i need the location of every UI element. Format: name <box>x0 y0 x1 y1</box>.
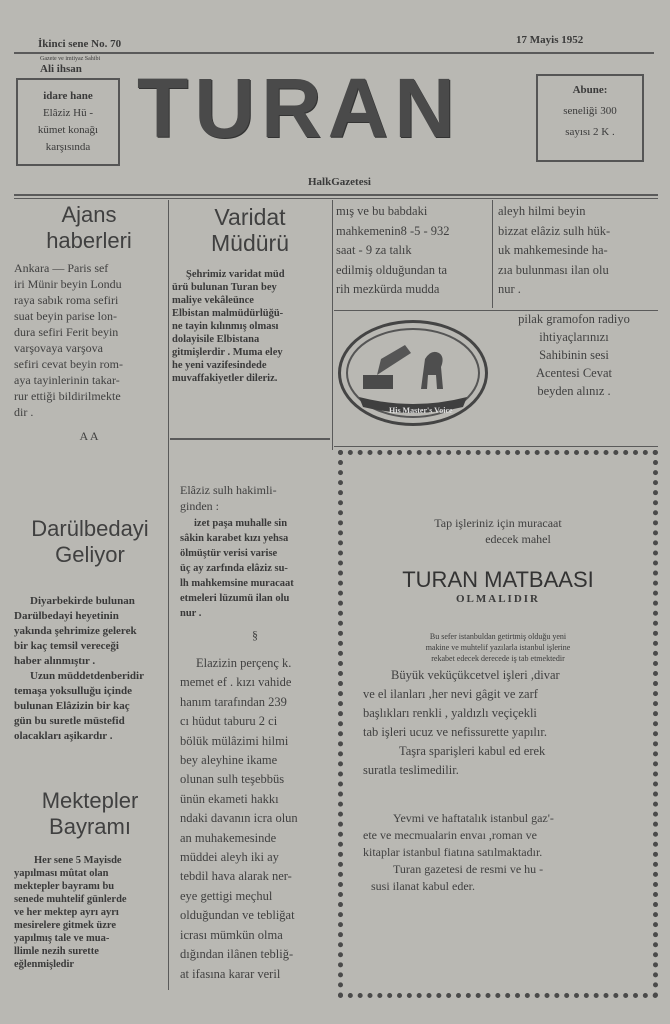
masthead-rule <box>14 194 658 196</box>
text-line: sefiri cevat beyin rom- <box>14 357 123 371</box>
ajans-title: haberleri <box>46 228 132 253</box>
text-line: nur . <box>180 608 202 619</box>
text-line: ürü bulunan Turan bey <box>172 282 277 293</box>
masthead-title: TURAN <box>137 61 461 155</box>
text-line: Diyarbekirde bulunan <box>30 595 135 607</box>
text-line: başlıkları renkli , yaldızlı veçiçekli <box>363 706 537 720</box>
sulh-body <box>180 516 330 621</box>
text-line: suat beyin parise lon- <box>14 309 117 323</box>
text-line: iri Münir beyin Londu <box>14 277 122 291</box>
text-line: dığından ilânen tebliğ- <box>180 947 294 962</box>
text-line: saat - 9 za talık <box>336 243 412 257</box>
text-line: uk mahkemesinde ha- <box>498 243 608 257</box>
his-masters-voice-logo <box>338 320 488 426</box>
text-line: Darülbedayi heyetinin <box>14 610 119 622</box>
text-line: lh mahkemsine muracaat <box>180 578 294 589</box>
text-line: icrası mümkün olma <box>180 927 283 942</box>
text-line: an muhakemesinde <box>180 830 277 845</box>
column-divider <box>332 200 333 450</box>
text-line: cı hüdut taburu 2 ci <box>180 714 278 729</box>
text-line: eğlenmişledir <box>14 959 75 970</box>
office-line: idare hane <box>43 90 93 102</box>
subscription-line: sayısı 2 K . <box>565 126 615 138</box>
text-line: llimle nezih surette <box>14 946 99 957</box>
text-line: ve el ilanları ,her nevi gâgit ve zarf <box>363 687 538 701</box>
text-line: varşovaya varşova <box>14 341 103 355</box>
mektepler-article <box>14 788 166 971</box>
text-line: mektepler bayramı bu <box>14 881 115 892</box>
text-line: Elbistan malmüdürlüğü- <box>172 308 284 319</box>
text-line: Elâziz sulh hakimli- <box>180 483 277 497</box>
ad-small-print <box>343 631 653 664</box>
text-line: tebdil hava alarak ner- <box>180 869 292 884</box>
text-line: yapılması mûtat olan <box>14 868 109 879</box>
ad-footer <box>343 810 653 895</box>
text-line: gitmişlerdir . Muma eley <box>172 347 283 358</box>
text-line: dir . <box>14 405 34 419</box>
text-line: muvaffakiyetler dileriz. <box>172 373 278 384</box>
text-line: Turan gazetesi de resmi ve hu - <box>393 862 544 876</box>
text-line: nur . <box>498 282 521 296</box>
text-line: sâkin karabet kızı yehsa <box>180 533 289 544</box>
text-line: Taşra sparişleri kabul ed erek <box>399 744 546 758</box>
text-line: mış ve bu babdaki <box>336 204 428 218</box>
logo-text: His Master's Voice <box>389 406 453 415</box>
column-divider <box>168 200 169 990</box>
text-line: Uzun müddetdenberidir <box>30 670 144 682</box>
text-line: müddei aleyh iki ay <box>180 850 279 865</box>
text-line: bulunan Elâzizin bir kaç <box>14 700 130 712</box>
varidat-body <box>172 268 328 385</box>
section-rule <box>170 438 330 440</box>
text-line: mahkemenin8 -5 - 932 <box>336 223 450 238</box>
office-line: karşısında <box>45 141 91 153</box>
text-line: he yeni vazifesindede <box>172 360 267 371</box>
newspaper-subtitle: HalkGazetesi <box>308 176 371 188</box>
text-line: zıa bulunması ilan olu <box>498 262 609 277</box>
text-line: üç ay zarfında elâziz su- <box>180 563 288 574</box>
mektepler-title: Mektepler <box>41 788 139 813</box>
text-line: ünün ekameti hakkı <box>180 791 279 806</box>
text-line: rekabet edecek derecede iş tab etmektedir <box>431 654 565 663</box>
section-mark: § <box>252 628 258 642</box>
darulbedayi-article <box>14 516 166 744</box>
masthead-rule-thin <box>14 198 658 199</box>
varidat-article <box>172 204 328 385</box>
mektepler-body <box>14 854 166 971</box>
text-line: maliye vekâleünce <box>172 295 254 306</box>
office-line: kümet konağı <box>37 124 99 136</box>
text-line: bir kaç temsil vereceği <box>14 640 119 652</box>
text-line: olacakları aşikardır . <box>14 730 113 742</box>
text-line: ne tayin kılınmış olması <box>172 321 279 332</box>
column-divider <box>492 200 493 308</box>
text-line: suratla teslimedilir. <box>363 763 459 777</box>
mektepler-title: Bayramı <box>49 814 131 839</box>
text-line: senede muhtelif günlerde <box>14 894 127 905</box>
text-line: Şehrimiz varidat müd <box>186 269 285 280</box>
text-line: bölük mülâzimi hilmi <box>180 733 289 748</box>
text-line: gün bu suretle müstefid <box>14 715 125 727</box>
text-line: rur ettiği bildirilmekte <box>14 389 121 403</box>
text-line: olunan sulh teşebbüs <box>180 772 285 787</box>
subscription-box <box>536 74 644 162</box>
continued-notice-right <box>498 202 658 300</box>
ad-intro: Tap işleriniz için muracaat <box>434 516 562 530</box>
text-line: haber alınmıştır . <box>14 655 96 667</box>
text-line: tab işleri ucuz ve nefissurette yapılır. <box>363 725 547 739</box>
ajans-article <box>14 202 164 444</box>
office-address-box <box>16 78 120 166</box>
turan-matbaasi-ad <box>338 450 658 998</box>
text-line: makine ve muhtelif yazılarla istanbul işlerine <box>425 643 571 652</box>
ad-subtitle: OLMALIDIR <box>455 593 540 605</box>
office-line: Elâziz Hü - <box>42 107 94 119</box>
text-line: edilmiş olduğundan ta <box>336 262 448 277</box>
varidat-title: Müdürü <box>211 230 289 256</box>
text-line: aya tayinlerinin takar- <box>14 373 120 387</box>
owner-label: Gazete ve imtiyaz Sahibi <box>40 56 101 62</box>
continued-notice-left <box>336 202 490 300</box>
top-rule <box>14 52 654 54</box>
issue-number: İkinci sene No. 70 <box>38 38 122 50</box>
text-line: izet paşa muhalle sin <box>194 518 288 529</box>
issue-date: 17 Mayis 1952 <box>516 34 584 46</box>
text-line: aleyh hilmi beyin <box>498 204 586 218</box>
subscription-line: seneliği 300 <box>563 105 617 117</box>
text-line: hanım tarafından 239 <box>180 694 287 709</box>
owner-name: Ali ihsan <box>40 63 82 75</box>
text-line: at ifasına karar veril <box>180 966 281 981</box>
text-line: ginden : <box>180 499 219 513</box>
text-line: yapılmış tale ve mua- <box>14 933 110 944</box>
text-line: eye gettigi meçhul <box>180 888 273 903</box>
text-line: Yevmi ve haftatalık istanbul gaz'- <box>393 811 554 825</box>
text-line: temaşa yoksulluğu içinde <box>14 685 132 697</box>
text-line: ve her mektep ayrı ayrı <box>14 907 119 918</box>
text-line: dolayisile Elbistana <box>172 334 260 345</box>
subscription-line: Abune: <box>572 84 608 96</box>
text-line: ihtiyaçlarınızı <box>539 330 609 344</box>
text-line: yakında şehrimize gelerek <box>14 625 137 637</box>
gramofon-ad <box>488 310 660 400</box>
text-line: ndaki davanın icra olun <box>180 811 298 826</box>
text-line: Ankara — Paris sef <box>14 261 109 275</box>
text-line: ölmüştür verisi varise <box>180 548 278 559</box>
darulbedayi-body <box>14 594 166 744</box>
text-line: kitaplar istanbul fiatına satılmaktadır. <box>363 845 543 859</box>
text-line: rih mezkürda mudda <box>336 282 440 296</box>
text-line: beyden alınız . <box>537 384 611 398</box>
darulbedayi-title: Geliyor <box>55 542 125 567</box>
text-line: memet ef . kızı vahide <box>180 675 292 690</box>
text-line: bey aleyhine ikame <box>180 753 278 768</box>
text-line: etmeleri lüzumü ilan olu <box>180 593 290 604</box>
text-line: Sahibinin sesi <box>539 348 609 362</box>
ajans-signature: A A <box>79 429 99 443</box>
text-line: Acentesi Cevat <box>535 366 612 380</box>
text-line: Her sene 5 Mayisde <box>34 855 122 866</box>
text-line: Büyük veküçükcetvel işleri ,divar <box>391 668 560 682</box>
ajans-body <box>14 260 164 420</box>
ad-body <box>343 666 653 780</box>
text-line: raya sabık roma sefiri <box>14 293 119 307</box>
section-rule <box>334 446 658 447</box>
varidat-title: Varidat <box>214 204 286 230</box>
sulh-notice <box>180 482 330 643</box>
text-line: susi ilanat kabul eder. <box>371 879 475 893</box>
text-line: mesirelere gitmek üzre <box>14 920 117 931</box>
ad-intro: edecek mahel <box>485 532 551 546</box>
text-line: bizzat elâziz sulh hük- <box>498 223 611 238</box>
text-line: Elazizin perçenç k. <box>196 656 292 670</box>
text-line: Bu sefer istanbuldan getirtmiş olduğu yeni <box>429 632 567 641</box>
ad-title: TURAN MATBAASI <box>402 567 594 592</box>
percenc-notice <box>180 654 332 984</box>
ajans-title: Ajans <box>61 202 117 227</box>
text-line: pilak gramofon radiyo <box>518 312 630 326</box>
text-line: olduğundan ve tebliğat <box>180 908 295 923</box>
darulbedayi-title: Darülbedayi <box>31 516 149 541</box>
text-line: dura sefiri Ferit beyin <box>14 325 119 339</box>
text-line: ete ve mecmualarin envaı ,roman ve <box>363 828 537 842</box>
